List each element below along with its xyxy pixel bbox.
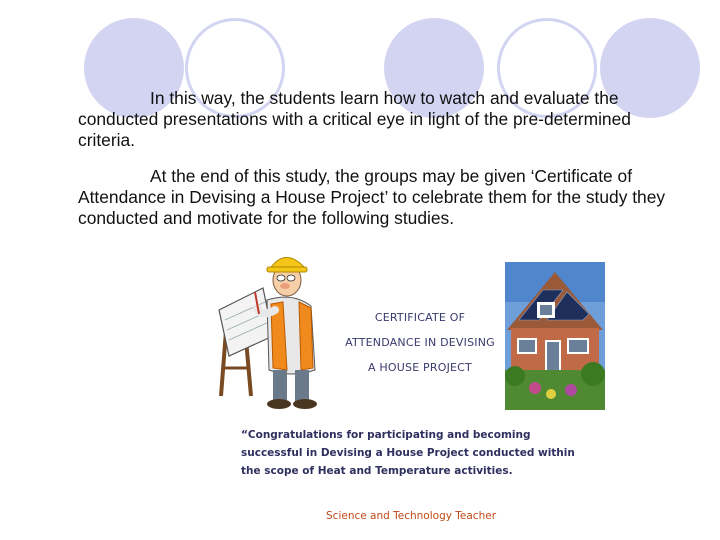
certificate-title-line: ATTENDANCE IN DEVISING [345,336,495,349]
certificate-title-line: A HOUSE PROJECT [368,361,472,374]
body-text [78,88,678,244]
paragraph-certificate: At the end of this study, the groups may be given ‘Certificate of Attendance in Devising a House Project’ to celebrate them for the study they conducted and motivate for the following studies. [78,166,666,228]
paragraph-evaluation: In this way, the students learn how to watch and evaluate the conducted presentations with a critical eye in light of the pre-determined criteria. [78,88,631,150]
engineer-illustration [215,248,325,413]
certificate-title-line: CERTIFICATE OF [374,311,466,324]
certificate-signature: Science and Technology Teacher [326,510,497,522]
certificate-message: “Congratulations for participating and becoming successful in Devising a House Project conducted within the scope of Heat and Temperature activities. [241,429,575,477]
house-photo [505,262,605,410]
